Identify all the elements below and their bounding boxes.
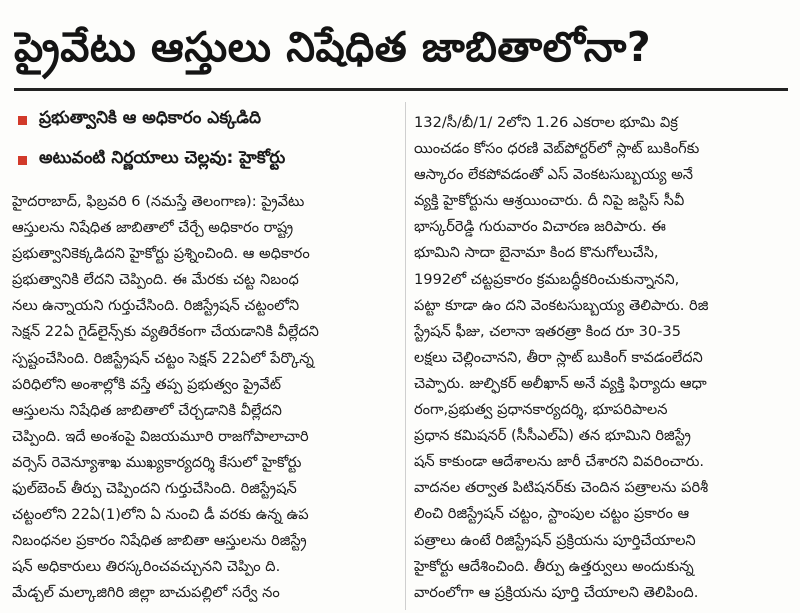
headline-rule <box>14 88 788 91</box>
body-line: షన్ అధికారులు తిరస్కరించవచ్చునని చెప్పిం ది. <box>12 558 281 576</box>
body-line: నిబంధనల ప్రకారం నిషేధిత జాబితా ఆస్తులను రిజిస్ట్రే <box>12 532 307 550</box>
subheads <box>18 100 398 180</box>
body-line: లించి రిజిస్ట్రేషన్ చట్టం, స్టాంపుల చట్టం ప్రకారం ఆ <box>414 505 690 523</box>
column-divider <box>405 102 406 610</box>
body-line: స్పష్టంచేసింది. రిజిస్ట్రేషన్ చట్టం సెక్షన్ 22ఏలో పేర్కొన్న <box>12 349 314 367</box>
red-square-bullet-icon <box>18 116 27 125</box>
body-line: లక్షలు చెల్లించానని, తీరా స్లాట్ బుకింగ్ కావడంలేదని <box>414 348 703 366</box>
subhead-item <box>18 100 398 140</box>
body-line: ప్రభుత్వానికెక్కడిదని హైకోర్టు ప్రశ్నించింది. ఆ అధికారం <box>12 245 310 263</box>
body-line: మేడ్చల్ మల్కాజిగిరి జిల్లా బాచుపల్లిలో సర్వే నం <box>12 584 280 602</box>
body-line: భాస్కర్‌రెడ్డి గురువారం విచారణ జరిపారు. ఈ <box>414 218 666 236</box>
body-line: వాదనల తర్వాత పిటిషనర్‌కు చెందిన పత్రాలను పరిశీ <box>414 479 709 497</box>
body-line: నలు ఉన్నాయని గుర్తుచేసింది. రిజిస్ట్రేషన్ చట్టంలోని <box>12 297 300 315</box>
body-line: హైకోర్టు ఆదేశించింది. తీర్పు ఉత్తర్వులు అందుకున్న <box>414 557 694 575</box>
body-line: ఫుల్‌బెంచ్ తీర్పు చెప్పిందని గుర్తుచేసింది. రిజిస్ట్రేషన్ <box>12 480 297 498</box>
body-line: ఆస్తులను నిషేధిత జాబితాలో చేర్చడానికి వీల్లేదని <box>12 401 282 419</box>
body-line: చట్టంలోని 22ఏ(1)లోని ఏ నుంచి డీ వరకు ఉన్న ఉప <box>12 506 309 524</box>
body-line: షన్ కాకుండా ఆదేశాలను జారీ చేశారని వివరించారు. <box>414 453 705 471</box>
body-line: పత్రాలు ఉంటే రిజిస్ట్రేషన్ ప్రక్రియను పూర్తిచేయాలని <box>414 531 696 549</box>
body-line: వ్యక్తి హైకోర్టును ఆశ్రయించారు. దీ నిపై జస్టిస్ సీవీ <box>414 192 685 210</box>
body-line: చెప్పారు. జుల్ఫికర్ అలీఖాన్ అనే వ్యక్తి ఫిర్యాదు ఆధా <box>414 374 707 392</box>
body-line: యించడం కోసం ధరణి వెబ్‌పోర్టర్‌లో స్లాట్ బుకింగ్‌కు <box>414 140 700 158</box>
body-line: పట్టా కూడా ఉం దని వెంకటసుబ్బయ్య తెలిపారు. రిజి <box>414 296 709 314</box>
body-line: భూమిని సాదా బైనామా కింద కొనుగోలుచేసి, <box>414 244 659 262</box>
body-line: వారంలోగా ఆ ప్రక్రియను పూర్తి చేయాలని తెలిపింది. <box>414 583 699 601</box>
body-line: వర్సెస్ రెవెన్యూశాఖ ముఖ్యకార్యదర్శి కేసులో హైకోర్టు <box>12 453 302 471</box>
subhead-text: ప్రభుత్వానికి ఆ అధికారం ఎక్కడిది <box>39 108 262 128</box>
article-right-column <box>414 110 794 606</box>
body-line: ఆస్కారం లేకపోవడంతో ఎస్ వెంకటసుబ్బయ్య అనే <box>414 166 694 184</box>
article-headline: ప్రైవేటు ఆస్తులు నిషేధిత జాబితాలోనా? <box>14 23 652 71</box>
body-line: పరిధిలోని అంశాల్లోకి వస్తే తప్ప ప్రభుత్వం ప్రైవేట్ <box>12 375 282 393</box>
body-line: హైదరాబాద్, ఫిబ్రవరి 6 (నమస్తే తెలంగాణ): ప్రైవేటు <box>12 193 305 210</box>
body-line: స్ట్రేషన్ ఫీజు, చలానా ఇతరత్రా కింద రూ 30-35 <box>414 322 682 340</box>
body-line: చెప్పింది. ఇదే అంశంపై విజయమూరి రాజగోపాలాచారి <box>12 427 309 445</box>
body-line: సెక్షన్ 22ఏ గైడ్‌లైన్స్‌కు వ్యతిరేకంగా చేయడానికి వీల్లేదని <box>12 323 319 341</box>
red-square-bullet-icon <box>18 156 27 165</box>
body-line: ప్రభుత్వానికి లేదని చెప్పింది. ఈ మేరకు చట్ట నిబంధ <box>12 271 299 289</box>
article-left-column <box>12 189 400 607</box>
subhead-text: అటువంటి నిర్ణయాలు చెల్లవు: హైకోర్టు <box>39 148 286 168</box>
body-line: రంగా,ప్రభుత్వ ప్రధానకార్యదర్శి, భూపరిపాలన <box>414 401 668 419</box>
body-line: ప్రధాన కమిషనర్ (సీసీఎల్ఏ) తన భూమిని రిజిస్ట్రే <box>414 427 691 445</box>
subhead-item <box>18 140 398 180</box>
body-line: 1992లో చట్టప్రకారం క్రమబద్ధీకరించుకున్నానని, <box>414 270 680 288</box>
body-line: 132/సీ/బీ/1/ 2లోని 1.26 ఎకరాల భూమి విక్ర <box>414 114 678 131</box>
body-line: ఆస్తులను నిషేధిత జాబితాలో చేర్చే అధికారం రాష్ట్ర <box>12 219 294 237</box>
